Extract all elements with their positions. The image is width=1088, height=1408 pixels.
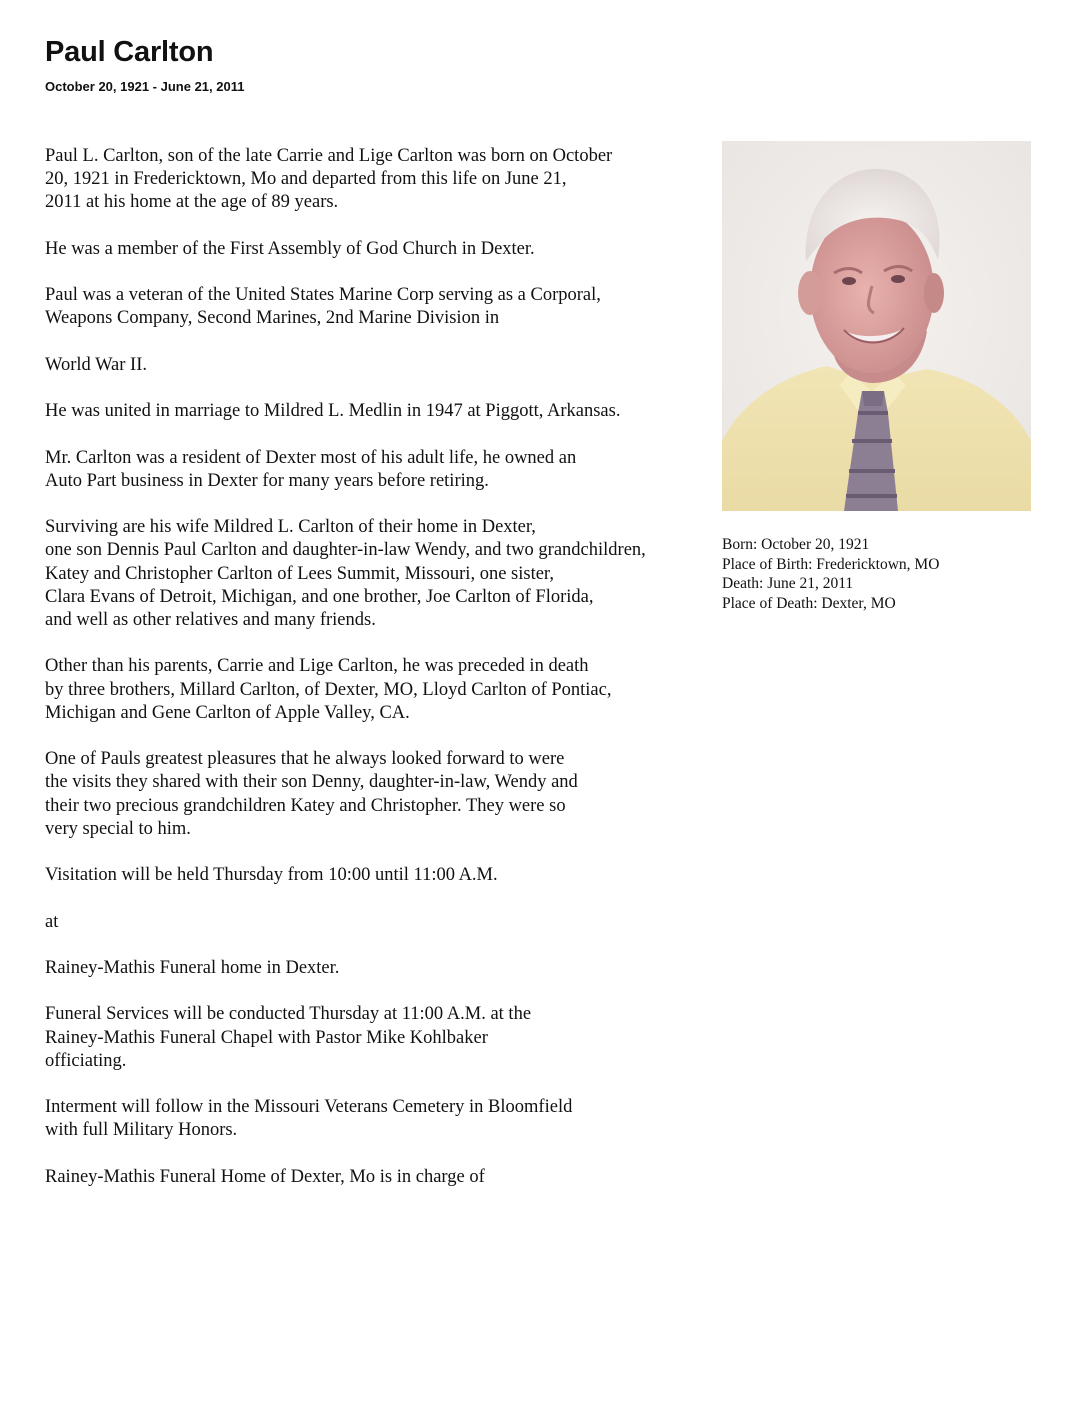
text-line: with full Military Honors. [45,1120,238,1141]
paragraph-war [45,354,725,377]
text-line: one son Dennis Paul Carlton and daughter-in-law Wendy, and two grandchildren, [45,540,646,561]
text-line: by three brothers, Millard Carlton, of Dexter, MO, Lloyd Carlton of Pontiac, [45,679,612,700]
text-line: Funeral Services will be conducted Thursday at 11:00 A.M. at the [45,1004,532,1025]
vitals-block [722,535,939,614]
text-line: officiating. [45,1050,127,1071]
text-line: Mr. Carlton was a resident of Dexter most of his adult life, he owned an [45,447,577,468]
text-line: He was a member of the First Assembly of God Church in Dexter. [45,238,535,259]
paragraph-survivors [45,516,725,632]
portrait-photo [722,141,1031,511]
paragraph-church [45,238,725,261]
text-line: Other than his parents, Carrie and Lige Carlton, he was preceded in death [45,656,589,677]
text-line: Interment will follow in the Missouri Veterans Cemetery in Bloomfield [45,1097,573,1118]
place-of-birth-line: Place of Birth: Fredericktown, MO [722,555,940,573]
text-line: the visits they shared with their son Denny, daughter-in-law, Wendy and [45,772,578,793]
obituary-body [45,145,725,1212]
paragraph-visitation [45,864,725,887]
paragraph-birth [45,145,725,215]
paragraph-at [45,911,725,934]
text-line: Surviving are his wife Mildred L. Carlton of their home in Dexter, [45,517,536,538]
paragraph-residence [45,447,725,493]
page-title: Paul Carlton [45,36,214,68]
text-line: Katey and Christopher Carlton of Lees Summit, Missouri, one sister, [45,563,554,584]
paragraph-veteran [45,284,725,330]
text-line: Visitation will be held Thursday from 10:00 until 11:00 A.M. [45,865,498,886]
text-line: Clara Evans of Detroit, Michigan, and one brother, Joe Carlton of Florida, [45,586,594,607]
death-line: Death: June 21, 2011 [722,575,854,593]
portrait-photo-icon [722,141,1031,511]
text-line: World War II. [45,354,147,375]
text-line: 2011 at his home at the age of 89 years. [45,192,339,213]
text-line: very special to him. [45,818,191,839]
text-line: Paul L. Carlton, son of the late Carrie and Lige Carlton was born on October [45,146,613,166]
born-line: Born: October 20, 1921 [722,536,870,553]
place-of-death-line: Place of Death: Dexter, MO [722,595,896,613]
text-line: Auto Part business in Dexter for many years before retiring. [45,470,489,491]
paragraph-preceded [45,655,725,725]
text-line: their two precious grandchildren Katey and Christopher. They were so [45,795,566,816]
paragraph-services [45,1003,725,1073]
text-line: Rainey-Mathis Funeral Home of Dexter, Mo is in charge of [45,1166,485,1187]
text-line: He was united in marriage to Mildred L. Medlin in 1947 at Piggott, Arkansas. [45,401,621,422]
paragraph-pleasures [45,748,725,841]
text-line: Paul was a veteran of the United States Marine Corp serving as a Corporal, [45,285,601,306]
text-line: One of Pauls greatest pleasures that he always looked forward to were [45,749,565,770]
text-line: 20, 1921 in Fredericktown, Mo and departed from this life on June 21, [45,169,567,190]
text-line: Rainey-Mathis Funeral Chapel with Pastor Mike Kohlbaker [45,1027,488,1048]
paragraph-in-charge [45,1166,725,1189]
text-line: Weapons Company, Second Marines, 2nd Marine Division in [45,308,500,329]
paragraph-funeral-home [45,957,725,980]
text-line: at [45,911,59,932]
life-dates: October 20, 1921 - June 21, 2011 [45,79,245,94]
paragraph-interment [45,1096,725,1142]
text-line: Rainey-Mathis Funeral home in Dexter. [45,957,340,978]
text-line: and well as other relatives and many friends. [45,609,376,630]
text-line: Michigan and Gene Carlton of Apple Valley, CA. [45,702,410,723]
paragraph-marriage [45,400,725,423]
